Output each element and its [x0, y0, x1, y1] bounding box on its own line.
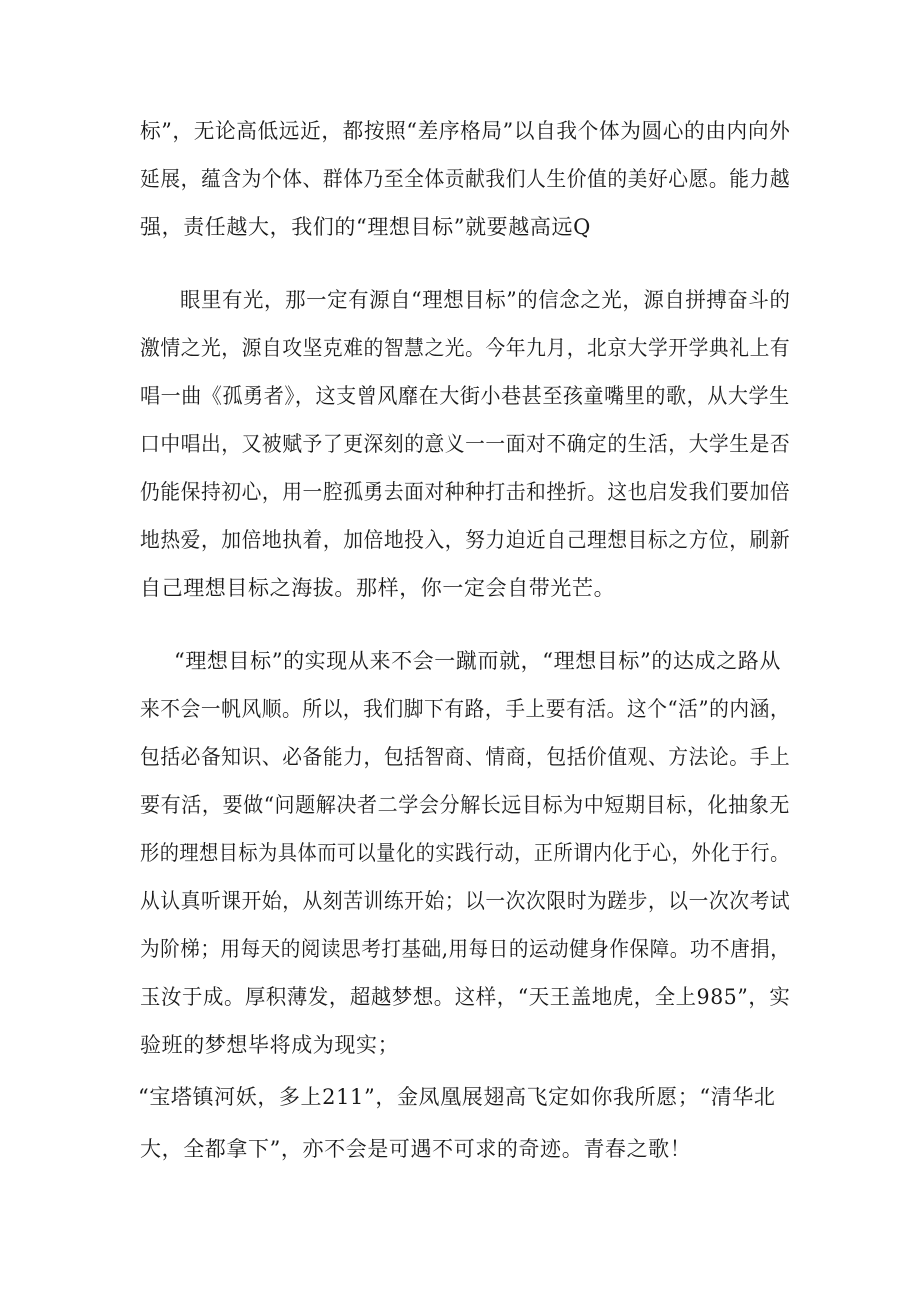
- text-line: 唱一曲《孤勇者》，这支曾风靡在大街小巷甚至孩童嘴里的歌，从大学生: [140, 384, 790, 408]
- text-line: 玉汝于成。厚积薄发，超越梦想。这样，“天王盖地虎，全上985”，实: [140, 985, 791, 1009]
- text-line: 地热爱，加倍地执着，加倍地投入，努力迫近自己理想目标之方位，刷新: [140, 528, 791, 552]
- text-line: 激情之光，源自攻坚克难的智慧之光。今年九月，北京大学开学典礼上有: [140, 336, 791, 360]
- text-line: 大，全都拿下”，亦不会是可遇不可求的奇迹。青春之歌！: [140, 1137, 692, 1161]
- text-line: 眼里有光，那一定有源自“理想目标”的信念之光，源自拼搏奋斗的: [180, 288, 791, 312]
- text-line: 延展，蕴含为个体、群体乃至全体贡献我们人生价值的美好心愿。能力越: [140, 167, 791, 191]
- text-line: 形的理想目标为具体而可以量化的实践行动，正所谓内化于心，外化于行。: [140, 841, 790, 865]
- text-line: 验班的梦想毕将成为现实；: [140, 1033, 400, 1057]
- text-line: 来不会一帆风顺。所以，我们脚下有路，手上要有活。这个“活”的内涵，: [140, 697, 791, 721]
- text-line: 自己理想目标之海拔。那样，你一定会自带光芒。: [140, 576, 616, 600]
- text-line: 从认真听课开始，从刻苦训练开始；以一次次限时为蹉步，以一次次考试: [140, 889, 791, 913]
- text-line: 仍能保持初心，用一腔孤勇去面对种种打击和挫折。这也启发我们要加倍: [140, 480, 791, 504]
- text-line: 标”，无论高低远近，都按照“差序格局”以自我个体为圆心的由内向外: [140, 119, 791, 143]
- text-line: 包括必备知识、必备能力，包括智商、情商，包括价值观、方法论。手上: [140, 745, 791, 769]
- text-line: 要有活，要做“问题解决者二学会分解长远目标为中短期目标，化抽象无: [140, 793, 790, 817]
- text-line: “理想目标”的实现从来不会一蹴而就，“理想目标”的达成之路从: [174, 649, 781, 673]
- text-line: 为阶梯；用每天的阅读思考打基础,用每日的运动健身作保障。功不唐捐，: [140, 937, 791, 961]
- text-line: 口中唱出，又被赋予了更深刻的意义一一面对不确定的生活，大学生是否: [140, 432, 791, 456]
- text-line: “宝塔镇河妖，多上211”，金凤凰展翅高飞定如你我所愿；“清华北: [138, 1085, 776, 1109]
- text-line: 强，责任越大，我们的“理想目标”就要越高远Q: [140, 215, 591, 239]
